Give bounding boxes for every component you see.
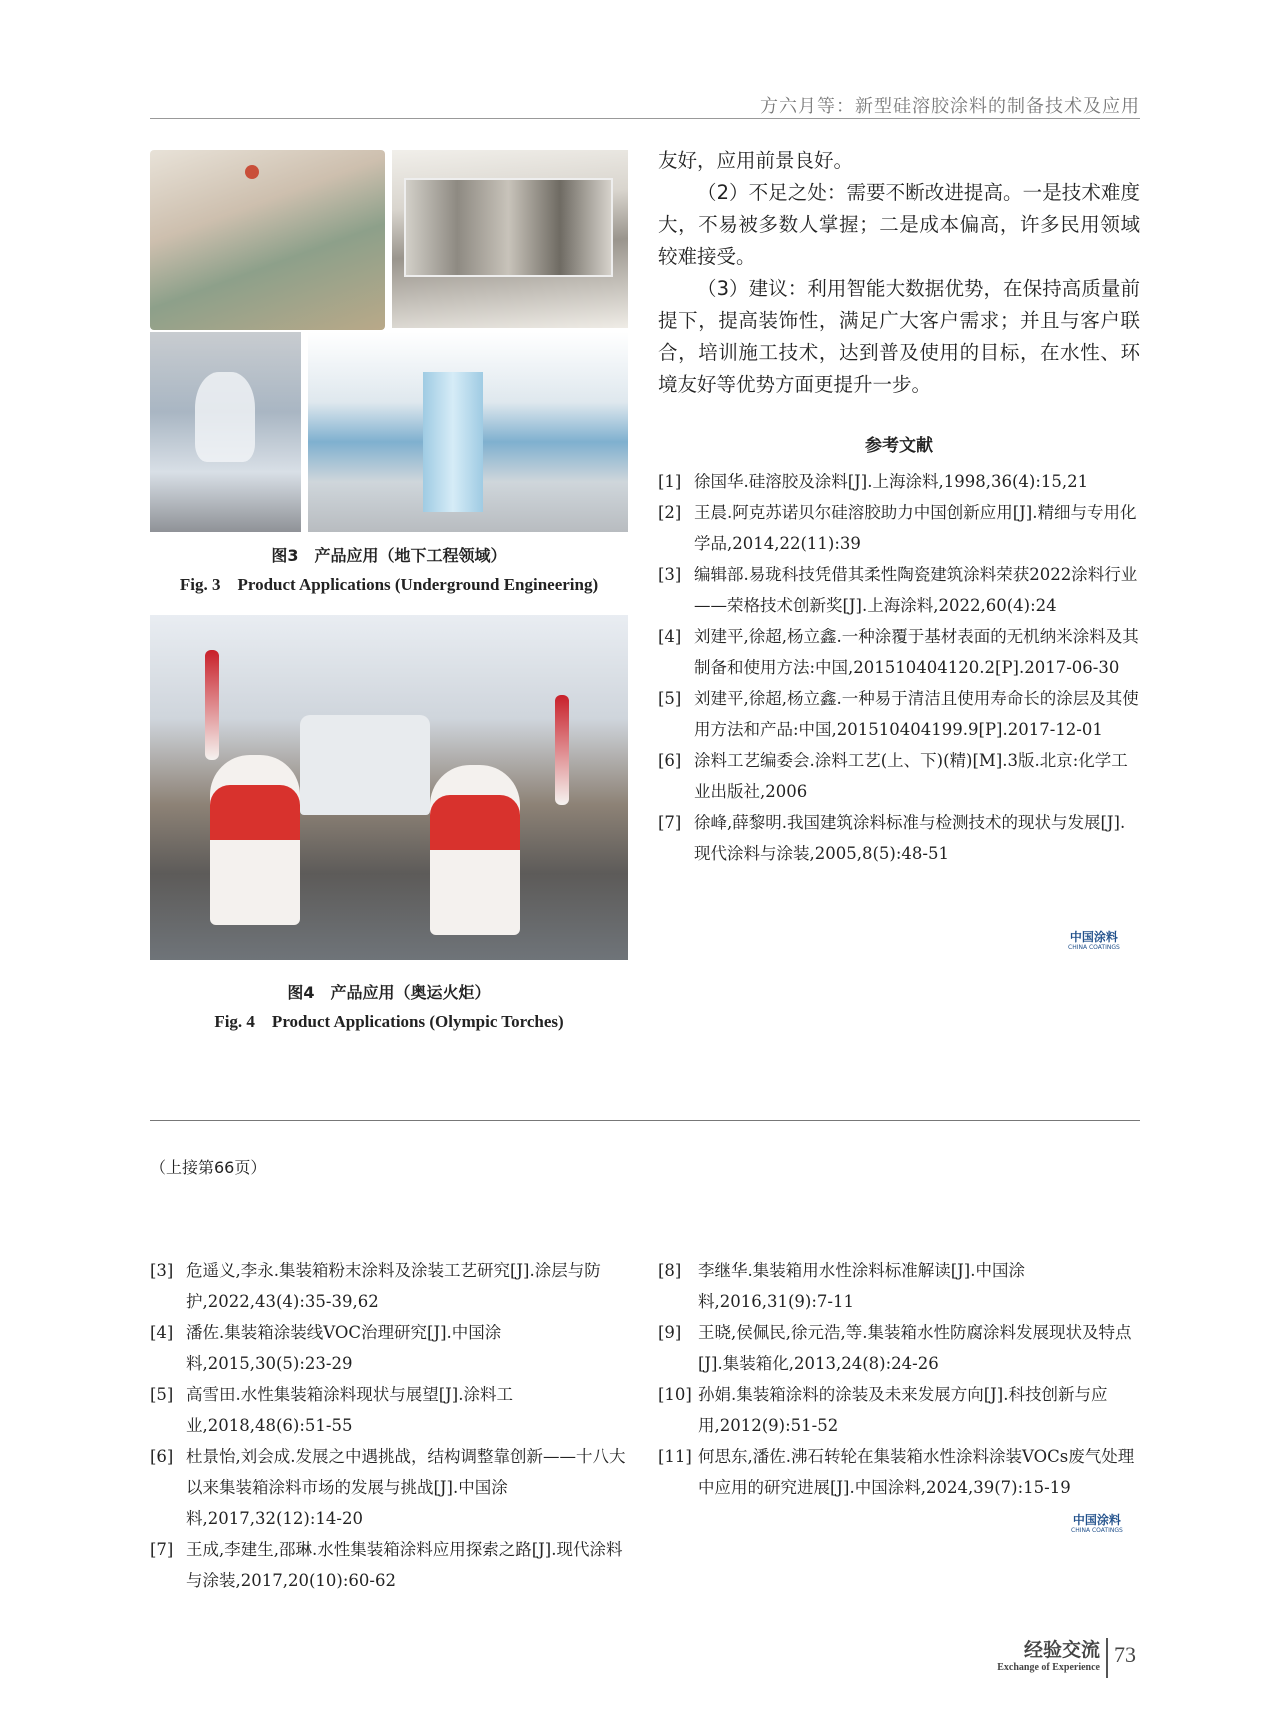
continued-references-left [150,1255,628,1596]
reference-item: [4] 刘建平,徐超,杨立鑫.一种涂覆于基材表面的无机纳米涂料及其制备和使用方法:中国,201510404120.2[P].2017-06-30 [658,627,1139,677]
reference-item: [6] 杜景怡,刘会成.发展之中遇挑战，结构调整靠创新——十八大以来集装箱涂料市场的发展与挑战[J].中国涂料,2017,32(12):14-20 [150,1447,626,1528]
reference-item: [6] 涂料工艺编委会.涂料工艺(上、下)(精)[M].3版.北京:化学工业出版社,2006 [658,751,1128,801]
photo-painting-tile [150,150,385,330]
figure3-caption [150,543,628,595]
continued-references-right [658,1255,1140,1503]
photo-metro-hall [308,332,628,532]
continued-note: （上接第66页） [150,1158,267,1177]
body-paragraph-2: （2）不足之处：需要不断改进提高。一是技术难度大，不易被多数人掌握；二是成本偏高，许多民用领域较难接受。 [658,181,1140,268]
references-title: 参考文献 [865,436,933,456]
section-divider [150,1120,1140,1121]
figure4-caption [150,980,628,1032]
figure3-caption-cn: 图3 产品应用（地下工程领域） [271,546,507,565]
header-rule [150,118,1140,119]
blue-pillar [423,372,483,512]
footer-section-label [930,1635,1100,1673]
reference-item: [8] 李继华.集装箱用水性涂料标准解读[J].中国涂料,2016,31(9):7-11 [658,1261,1025,1311]
photo-scroll-mural [392,150,628,328]
figure4-caption-en: Fig. 4 Product Applications (Olympic Torches) [214,1012,564,1031]
reference-item: [9] 王晓,侯佩民,徐元浩,等.集装箱水性防腐涂料发展现状及特点[J].集装箱化,2013,24(8):24-26 [658,1323,1132,1373]
footer-section-en: Exchange of Experience [997,1662,1100,1673]
bus [300,715,430,815]
figure3-caption-en: Fig. 3 Product Applications (Underground Engineering) [179,575,599,594]
body-paragraph-1: 友好，应用前景良好。 [658,149,854,172]
page-number: 73 [1114,1642,1136,1667]
pillar-figure [195,372,255,462]
reference-item: [10] 孙娟.集装箱涂料的涂装及未来发展方向[J].科技创新与应用,2012(9):51-52 [658,1385,1108,1435]
footer-section-cn: 经验交流 [1023,1639,1100,1661]
reference-item: [5] 高雪田.水性集装箱涂料现状与展望[J].涂料工业,2018,48(6):51-55 [150,1385,513,1435]
torch-right [555,695,569,805]
reference-item: [4] 潘佐.集装箱涂装线VOC治理研究[J].中国涂料,2015,30(5):23-29 [150,1323,502,1373]
body-paragraph-3: （3）建议：利用智能大数据优势，在保持高质量前提下，提高装饰性，满足广大客户需求；并且与客户联合，培训施工技术，达到普及使用的目标，在水性、环境友好等优势方面更提升一步。 [658,277,1140,396]
photo-station-pillar [150,332,301,532]
reference-item: [3] 编辑部.易珑科技凭借其柔性陶瓷建筑涂料荣获2022涂料行业——荣格技术创新奖[J].上海涂料,2022,60(4):24 [658,565,1138,615]
torchbearer-right [430,765,520,935]
reference-item: [5] 刘建平,徐超,杨立鑫.一种易于清洁且使用寿命长的涂层及其使用方法和产品:中国,201510404199.9[P].2017-12-01 [658,689,1139,739]
running-header: 方六月等：新型硅溶胶涂料的制备技术及应用 [760,96,1140,117]
reference-item: [2] 王晨.阿克苏诺贝尔硅溶胶助力中国创新应用[J].精细与专用化学品,2014,22(11):39 [658,503,1137,553]
reference-item: [11] 何思东,潘佐.沸石转轮在集装箱水性涂料涂装VOCs废气处理中应用的研究进展[J].中国涂料,2024,39(7):15-19 [658,1447,1135,1497]
reference-item: [7] 王成,李建生,邵琳.水性集装箱涂料应用探索之路[J].现代涂料与涂装,2017,20(10):60-62 [150,1540,623,1590]
torchbearer-left [210,755,300,925]
photo-torch-bearers [150,615,628,960]
reference-item: [1] 徐国华.硅溶胶及涂料[J].上海涂料,1998,36(4):15,21 [658,472,1089,491]
torch-left [205,650,219,760]
china-coatings-logo: 中国涂料 CHINA COATINGS [1068,930,1120,951]
scroll-painting [404,178,613,277]
reference-item: [7] 徐峰,薛黎明.我国建筑涂料标准与检测技术的现状与发展[J].现代涂料与涂装,2005,8(5):48-51 [658,813,1126,863]
sun-mark [245,165,259,179]
footer-divider [1106,1638,1108,1678]
china-coatings-logo: 中国涂料 CHINA COATINGS [1071,1513,1123,1534]
references-list [658,466,1140,869]
figure4-caption-cn: 图4 产品应用（奥运火炬） [287,983,491,1002]
right-column [658,145,1140,869]
reference-item: [3] 危遥义,李永.集装箱粉末涂料及涂装工艺研究[J].涂层与防护,2022,43(4):35-39,62 [150,1261,601,1311]
